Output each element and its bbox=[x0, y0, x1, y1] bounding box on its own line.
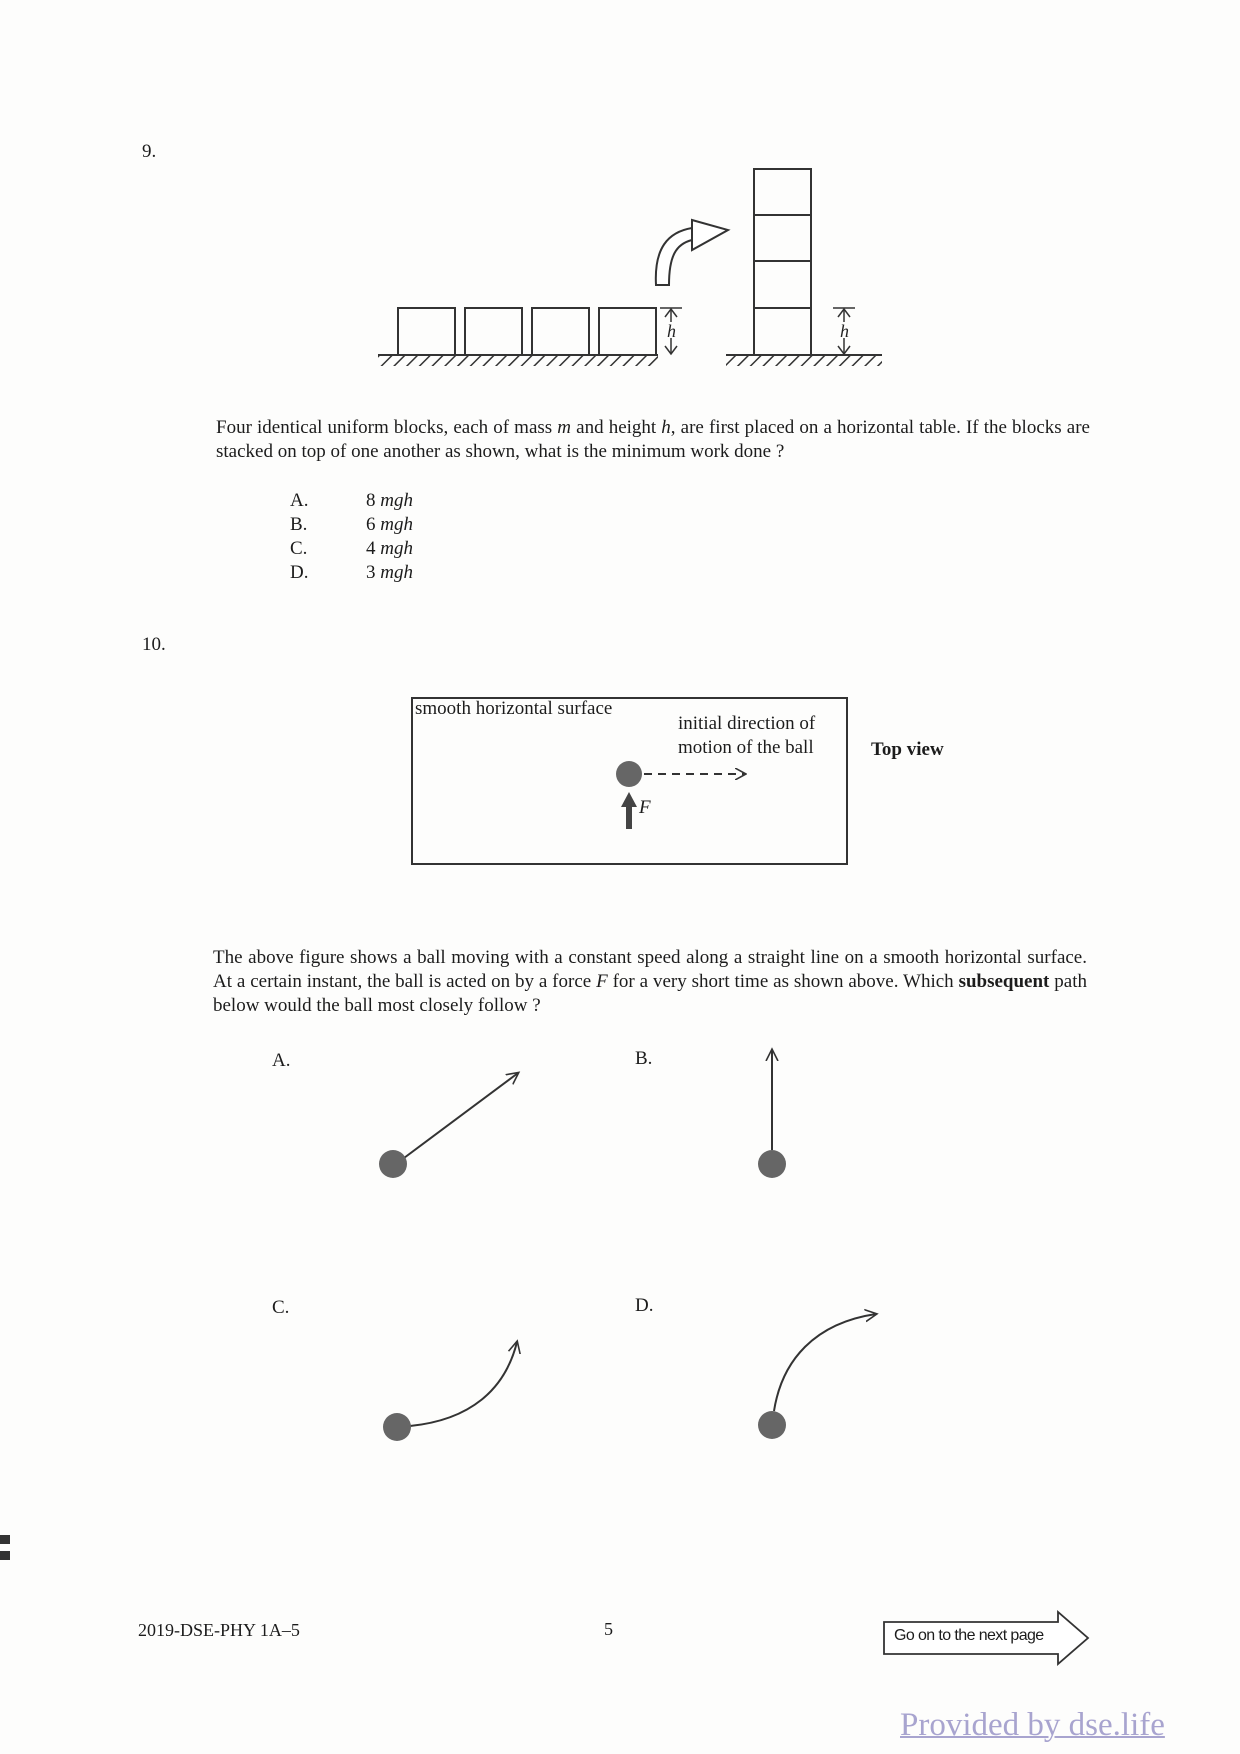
direction-label: initial direction of motion of the ball bbox=[678, 713, 816, 758]
ball-b bbox=[758, 1150, 786, 1178]
q9-option-c: C. 4 mgh bbox=[290, 538, 413, 559]
path-a bbox=[379, 1073, 518, 1178]
force-label: F bbox=[639, 797, 651, 818]
q9-option-b: B. 6 mgh bbox=[290, 514, 413, 535]
q10-option-a-label: A. bbox=[272, 1050, 291, 1071]
path-b bbox=[758, 1050, 786, 1178]
q10-option-d-label: D. bbox=[635, 1295, 654, 1316]
question-10-number: 10. bbox=[142, 634, 166, 655]
height-label-left: h bbox=[667, 321, 676, 341]
ball-a bbox=[379, 1150, 407, 1178]
scan-mark-bottom bbox=[0, 1551, 10, 1560]
top-view-label: Top view bbox=[871, 739, 944, 760]
q10-option-c-label: C. bbox=[272, 1297, 290, 1318]
q9-option-a: A. 8 mgh bbox=[290, 490, 413, 511]
q9-option-d: D. 3 mgh bbox=[290, 562, 413, 583]
path-c bbox=[383, 1342, 517, 1441]
question-9-number: 9. bbox=[142, 141, 157, 162]
paper-code: 2019-DSE-PHY 1A–5 bbox=[138, 1620, 300, 1640]
var-h: h bbox=[661, 417, 671, 438]
var-m: m bbox=[557, 417, 572, 438]
bold-subsequent: subsequent bbox=[958, 971, 1050, 992]
height-label-right: h bbox=[840, 321, 849, 341]
path-d bbox=[758, 1314, 876, 1439]
q10-option-b-label: B. bbox=[635, 1048, 653, 1069]
question-10-stem: The above figure shows a ball moving with a constant speed along a straight line on a smooth horizontal surface. At a certain instant, the ball is acted on by a force F for a very short time as shown above. Which subsequent path below would the ball most closely follow ? bbox=[213, 947, 1087, 1016]
var-F: F bbox=[596, 971, 608, 992]
source-credit-link[interactable]: Provided by dse.life bbox=[900, 1707, 1165, 1743]
next-page-indicator bbox=[882, 1610, 1092, 1666]
next-page-text: Go on to the next page bbox=[894, 1627, 1044, 1644]
ball-c bbox=[383, 1413, 411, 1441]
question-9-stem: Four identical uniform blocks, each of mass m and height h, are first placed on a horizontal table. If the blocks are stacked on top of one another as shown, what is the minimum work done ? bbox=[216, 417, 1090, 462]
ball-d bbox=[758, 1411, 786, 1439]
scan-mark-top bbox=[0, 1535, 10, 1544]
surface-label: smooth horizontal surface bbox=[415, 698, 613, 719]
page-number: 5 bbox=[604, 1619, 613, 1639]
